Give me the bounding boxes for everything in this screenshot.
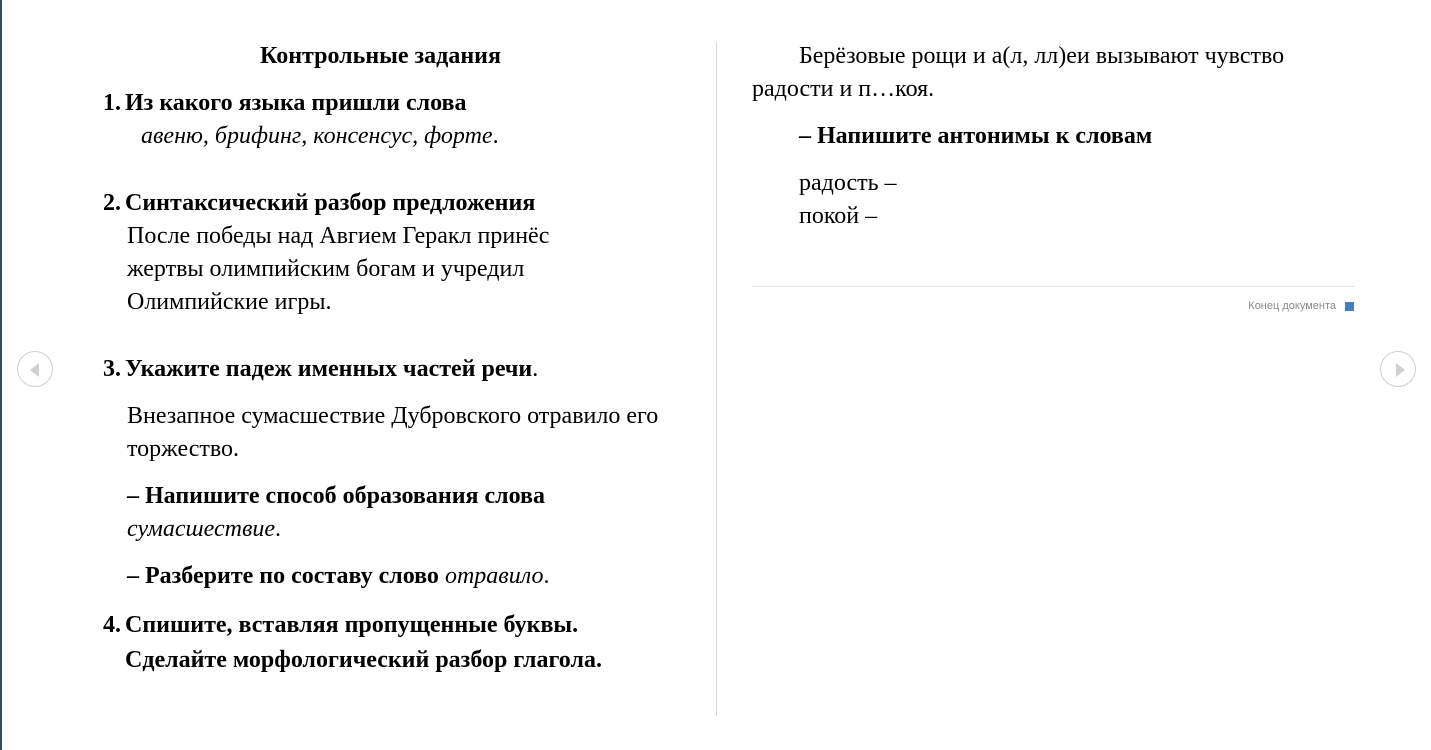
antonym-line: покой – [799, 203, 878, 229]
task-1-heading [103, 87, 683, 120]
task-4-title [125, 608, 602, 678]
antonym-list [799, 167, 1356, 233]
task-3-period: . [532, 356, 539, 382]
previous-page-button[interactable] [17, 351, 53, 387]
task-3-question-1-period: . [275, 516, 282, 542]
task-3-question-2-period: . [543, 563, 550, 589]
task-4-number: 4. [103, 612, 121, 638]
task-3-question-2-word: отравило [444, 563, 544, 589]
continuation-sentence: Берёзовые рощи и а(л, лл)еи вызывают чувство радости и п…коя. [752, 43, 1285, 102]
task-2-sentence: После победы над Авгием Геракл принёс жертвы олимпийским богам и учредил Олимпийские игры. [127, 223, 550, 315]
antonyms-heading: – Напишите антонимы к словам [799, 123, 1153, 149]
chevron-left-icon [18, 352, 54, 388]
next-page-button[interactable] [1380, 351, 1416, 387]
task-3-question-1-text: – Напишите способ образования слова [127, 483, 546, 509]
task-3-number: 3. [103, 356, 121, 382]
task-4-title-line-1: Спишите, вставляя пропущенные буквы. [125, 612, 579, 638]
chevron-right-icon [1381, 352, 1417, 388]
task-3-title: Укажите падеж именных частей речи [125, 356, 533, 382]
column-divider [716, 42, 717, 716]
task-4-title-line-2: Сделайте морфологический разбор глагола. [125, 647, 602, 673]
task-1-number: 1. [103, 90, 121, 116]
task-3-question-2 [103, 560, 683, 593]
task-3-question-1-word: сумасшествие [127, 516, 276, 542]
task-3-sentence: Внезапное сумасшествие Дубровского отравило его торжество. [127, 403, 659, 462]
left-page [103, 40, 683, 678]
end-of-document-rule [752, 286, 1355, 287]
task-3-heading [103, 353, 683, 386]
antonym-line: радость – [799, 170, 897, 196]
page-title: Контрольные задания [260, 43, 501, 69]
right-page [752, 40, 1356, 233]
task-2-title: Синтаксический разбор предложения [125, 190, 536, 216]
task-3-question-1 [103, 480, 683, 546]
task-2-number: 2. [103, 190, 121, 216]
task-4-heading [103, 608, 683, 678]
task-3-question-2-text: – Разберите по составу слово [127, 563, 439, 589]
end-of-document-label: Конец документа [1248, 300, 1336, 312]
task-1-words [103, 120, 683, 153]
window-left-border [0, 0, 2, 750]
task-1-word-list: авеню, брифинг, консенсус, форте [141, 123, 493, 149]
end-of-document-marker [1345, 302, 1354, 311]
task-1-period: . [492, 123, 499, 149]
task-2-heading [103, 187, 683, 220]
task-1-title: Из какого языка пришли слова [125, 90, 467, 116]
